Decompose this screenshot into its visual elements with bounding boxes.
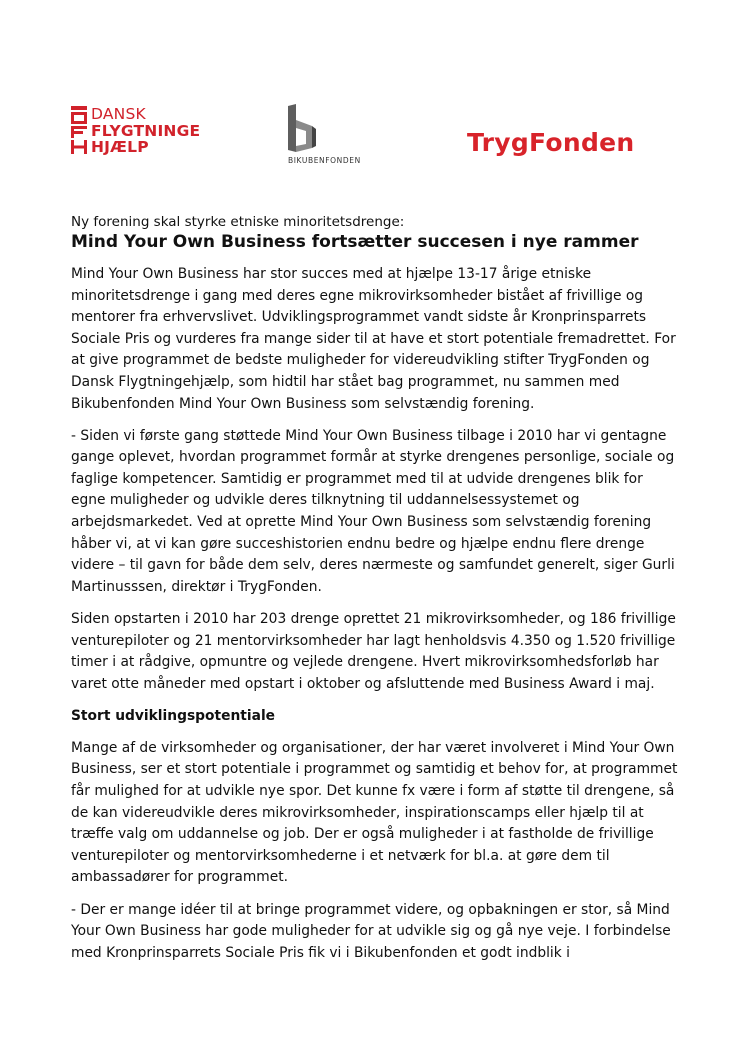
bikubenfonden-label: BIKUBENFONDEN — [288, 156, 361, 165]
dfh-line-3: HJÆLP — [91, 138, 149, 156]
paragraph-1: Mind Your Own Business har stor succes med at hjælpe 13-17 årige etniske minoritetsdrenge i gang med deres egne mikrovirksomheder bistået af frivillige og mentorer fra erhvervslivet. Udviklingsprogrammet vandt sidste år Kronprinsparrets Sociale Pris og vurderes fra mange sider til at have et stort potentiale fremadrettet. For at give programmet de bedste muligheder for videreudvikling stifter TrygFonden og Dansk Flygtningehjælp, som hidtil har stået bag programmet, nu sammen med Bikubenfonden Mind Your Own Business som selvstændig forening. — [71, 266, 676, 412]
logo-bar — [0, 100, 746, 180]
subheading: Stort udviklingspotentiale — [71, 707, 276, 724]
dfh-mark-icon — [71, 106, 89, 156]
paragraph-5: - Der er mange idéer til at bringe programmet videre, og opbakningen er stor, så Mind Your Own Business har gode muligheder for at udvikle sig og gå nye veje. I forbindelse med Kronprinsparrets Sociale Pris fik vi i Bikubenfonden et godt indblik i — [71, 901, 671, 961]
paragraph-3: Siden opstarten i 2010 har 203 drenge oprettet 21 mikrovirksomheder, og 186 frivillige venturepiloter og 21 mentorvirksomheder har lagt henholdsvis 4.350 og 1.520 frivillige timer i at rådgive, opmuntre og vejlede drengene. Hvert mikrovirksomhedsforløb har varet otte måneder med opstart i oktober og afsluttende med Business Award i maj. — [71, 610, 676, 692]
paragraph-2: - Siden vi første gang støttede Mind Your Own Business tilbage i 2010 har vi gentagne gange oplevet, hvordan programmet formår at styrke drengenes personlige, sociale og faglige kompetencer. Samtidig er programmet med til at udvide drengenes blik for egne muligheder og udvikle deres tilknytning til uddannelsessystemet og arbejdsmarkedet. Ved at oprette Mind Your Own Business som selvstændig forening håber vi, at vi kan gøre succeshistorien endnu bedre og hjælpe endnu flere drenge videre – til gavn for både dem selv, deres nærmeste og samfundet generelt, siger Gurli Martinusssen, direktør i TrygFonden. — [71, 427, 675, 595]
dfh-wordmark — [91, 106, 200, 156]
article — [71, 213, 681, 975]
dansk-flygtningehjaelp-logo — [71, 106, 211, 156]
article-headline: Mind Your Own Business fortsætter succesen i nye rammer — [71, 232, 639, 252]
bikuben-b-icon — [282, 104, 322, 154]
dfh-line-2: FLYGTNINGE — [91, 121, 201, 140]
paragraph-4: Mange af de virksomheder og organisationer, der har været involveret i Mind Your Own Business, ser et stort potentiale i programmet og samtidig et behov for, at programmet får mulighed for at udvikle nye spor. Det kunne fx være i form af støtte til drengene, så de kan videreudvikle deres mikrovirksomheder, inspirationscamps eller hjælp til at træffe valg om uddannelse og job. Der er også muligheder i at fastholde de frivillige venturepiloter og mentorvirksomhederne i et netværk for bl.a. at gøre dem til ambassadører for programmet. — [71, 739, 678, 886]
article-kicker: Ny forening skal styrke etniske minoritetsdrenge: — [71, 214, 405, 230]
trygfonden-logo: TrygFonden — [467, 128, 635, 157]
bikubenfonden-logo — [282, 104, 422, 166]
dfh-line-1: DANSK — [91, 105, 146, 123]
